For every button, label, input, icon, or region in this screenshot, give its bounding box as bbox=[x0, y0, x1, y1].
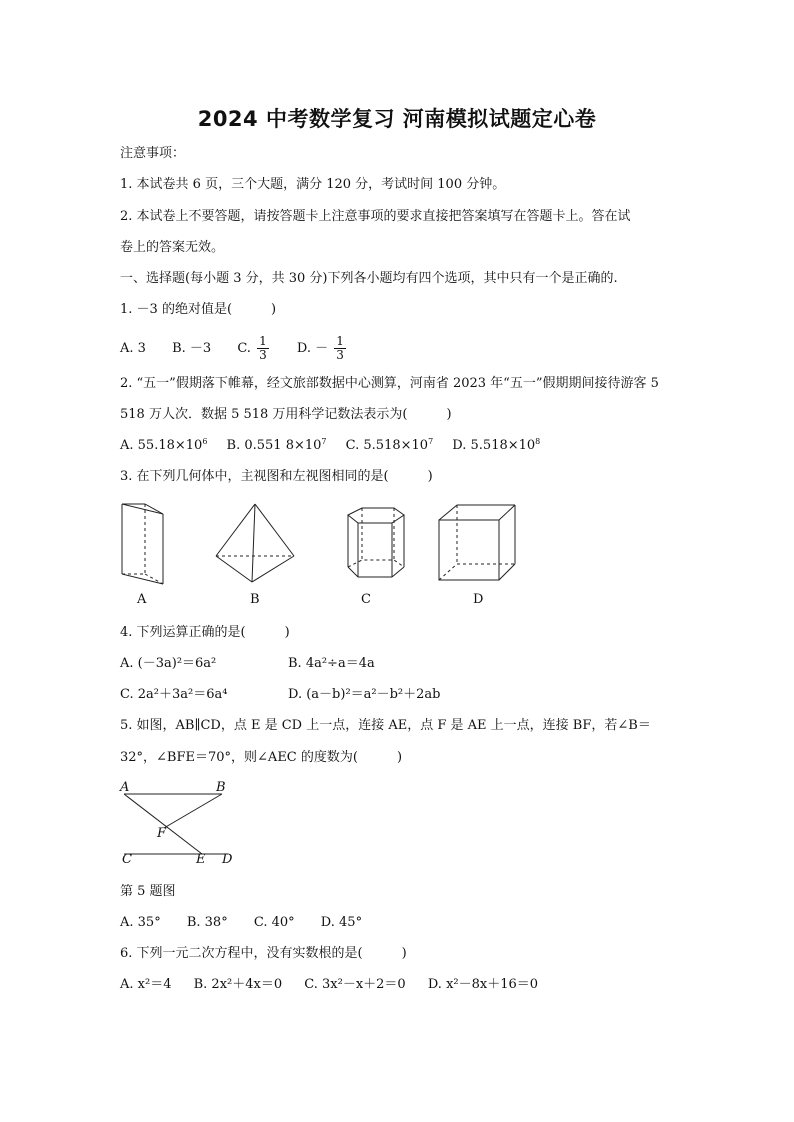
q1-option-a: A. 3 bbox=[120, 341, 146, 356]
q2-option-d-exp: 8 bbox=[535, 437, 541, 446]
notice-heading: 注意事项： bbox=[120, 146, 186, 161]
q6-option-d: D. x²－8x＋16＝0 bbox=[427, 977, 539, 992]
note-2: 2. 本试卷上不要答题，请按答题卡上注意事项的要求直接把答案填写在答题卡上。答在试 bbox=[120, 209, 631, 224]
q5-figure-caption: 第 5 题图 bbox=[120, 884, 176, 899]
q2-options bbox=[120, 438, 540, 454]
q6-option-b: B. 2x²＋4x＝0 bbox=[193, 977, 283, 992]
q2-stem-line1: 2. “五一”假期落下帷幕，经文旅部数据中心测算，河南省 2023 年“五一”假期期间接待游客 5 bbox=[120, 376, 659, 391]
fraction-denominator: 3 bbox=[336, 348, 344, 362]
q3-figure-label-b: B bbox=[250, 592, 260, 607]
triangular-prism-figure bbox=[118, 500, 168, 590]
q4-option-d: D. (a－b)²＝a²－b²＋2ab bbox=[288, 687, 441, 702]
q5-option-d: D. 45° bbox=[320, 915, 363, 930]
q5-option-c: C. 40° bbox=[253, 915, 295, 930]
q1-option-c bbox=[237, 335, 270, 362]
q4-option-c: C. 2a²＋3a²＝6a⁴ bbox=[120, 687, 228, 702]
q1-stem: 1. －3 的绝对值是( ) bbox=[120, 302, 277, 317]
q2-option-b bbox=[227, 438, 327, 454]
fraction-denominator: 3 bbox=[259, 348, 267, 362]
q2-option-d-base: D. 5.518×10 bbox=[452, 438, 536, 453]
q5-option-a: A. 35° bbox=[120, 915, 161, 930]
q5-options bbox=[120, 915, 362, 931]
q6-options bbox=[120, 977, 538, 993]
note-1: 1. 本试卷共 6 页，三个大题，满分 120 分，考试时间 100 分钟。 bbox=[120, 177, 506, 192]
q5-label-a: A bbox=[120, 780, 130, 795]
q1-option-d-prefix: D. － bbox=[296, 341, 329, 356]
q5-label-e: E bbox=[196, 852, 206, 867]
fraction-numerator: 1 bbox=[336, 334, 344, 348]
q6-option-a: A. x²＝4 bbox=[120, 977, 172, 992]
cube-figure bbox=[437, 502, 519, 586]
q1-option-d bbox=[297, 335, 348, 362]
q6-stem: 6. 下列一元二次方程中，没有实数根的是( ) bbox=[120, 946, 407, 961]
q3-figure-label-a: A bbox=[137, 592, 147, 607]
q2-option-c-base: C. 5.518×10 bbox=[345, 438, 429, 453]
q5-stem-line1: 5. 如图，AB∥CD，点 E 是 CD 上一点，连接 AE，点 F 是 AE 上一点，连接 BF，若∠B＝ bbox=[120, 718, 651, 733]
q2-option-a-base: A. 55.18×10 bbox=[120, 438, 203, 453]
q1-options bbox=[120, 335, 348, 362]
q5-label-f: F bbox=[157, 826, 167, 841]
q3-figure-label-d: D bbox=[473, 592, 484, 607]
q1-option-c-fraction bbox=[257, 335, 269, 362]
q2-option-a bbox=[120, 438, 207, 454]
q4-option-a: A. (－3a)²＝6a² bbox=[120, 656, 217, 671]
q4-stem: 4. 下列运算正确的是( ) bbox=[120, 625, 290, 640]
q1-option-c-prefix: C. bbox=[237, 341, 251, 356]
q3-figure-label-c: C bbox=[361, 592, 371, 607]
q5-label-b: B bbox=[216, 780, 226, 795]
section-heading: 一、选择题(每小题 3 分，共 30 分)下列各小题均有四个选项，其中只有一个是正确的. bbox=[120, 271, 618, 286]
hexagonal-prism-figure bbox=[340, 505, 410, 585]
fraction-numerator: 1 bbox=[259, 334, 267, 348]
page-title: 2024 中考数学复习 河南模拟试题定心卷 bbox=[197, 107, 597, 131]
q5-label-d: D bbox=[222, 852, 233, 867]
q4-option-b: B. 4a²÷a＝4a bbox=[288, 656, 375, 671]
q3-stem: 3. 在下列几何体中，主视图和左视图相同的是( ) bbox=[120, 469, 433, 484]
q5-label-c: C bbox=[122, 852, 132, 867]
q1-option-d-fraction bbox=[334, 335, 346, 362]
q2-option-c-exp: 7 bbox=[428, 437, 434, 446]
q5-stem-line2: 32°，∠BFE＝70°，则∠AEC 的度数为( ) bbox=[120, 750, 403, 765]
q2-option-d bbox=[452, 438, 540, 454]
q6-option-c: C. 3x²－x＋2＝0 bbox=[304, 977, 406, 992]
q5-option-b: B. 38° bbox=[186, 915, 228, 930]
q2-option-c bbox=[346, 438, 434, 454]
q2-option-a-exp: 6 bbox=[202, 437, 208, 446]
q2-stem-line2: 518 万人次．数据 5 518 万用科学记数法表示为( ) bbox=[120, 407, 452, 422]
q1-option-b: B. －3 bbox=[172, 341, 212, 356]
tetrahedron-figure bbox=[212, 500, 298, 590]
q5-parallel-lines-figure bbox=[120, 790, 240, 860]
note-2-cont: 卷上的答案无效。 bbox=[120, 240, 225, 255]
q2-option-b-exp: 7 bbox=[321, 437, 327, 446]
q2-option-b-base: B. 0.551 8×10 bbox=[226, 438, 322, 453]
